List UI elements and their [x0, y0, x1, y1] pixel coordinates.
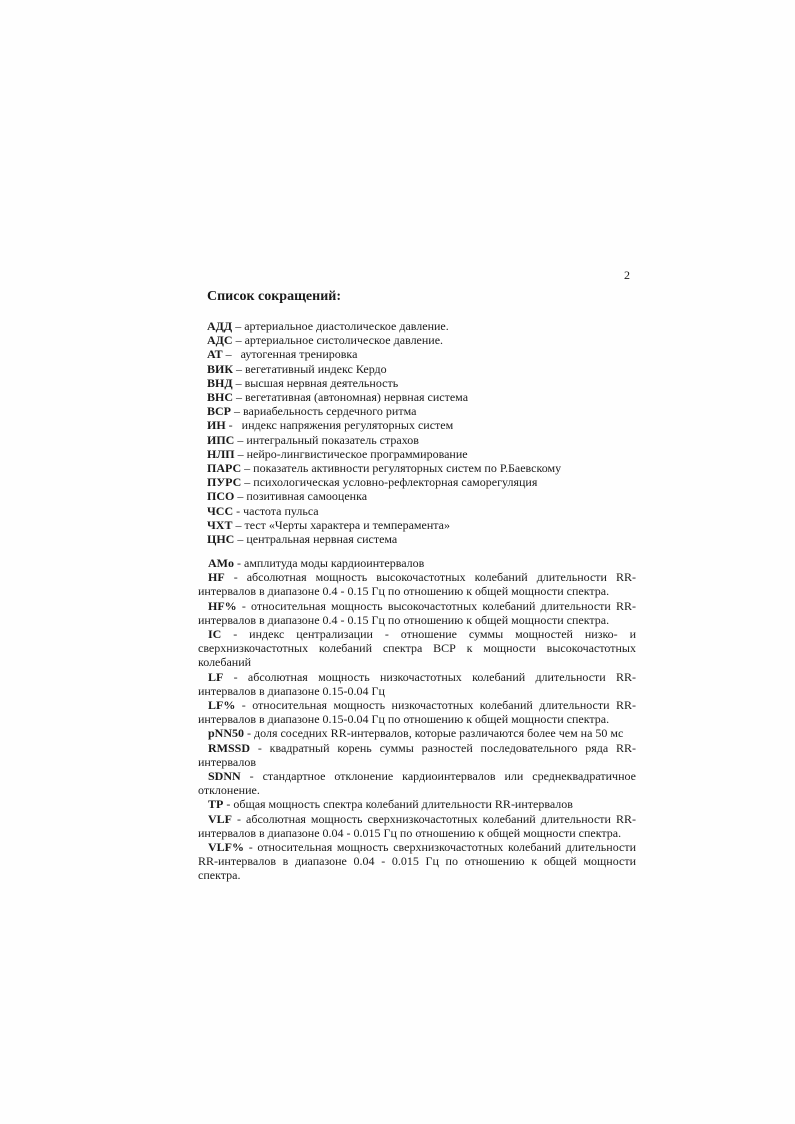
- abbreviation-separator: –: [234, 446, 247, 461]
- abbreviation-definition: показатель активности регуляторных систем по Р.Баевскому: [253, 461, 562, 476]
- definition-separator: -: [223, 797, 234, 812]
- abbreviation-item: [207, 376, 647, 390]
- definition-term: AMo: [208, 556, 234, 570]
- abbreviation-item: [207, 362, 647, 376]
- definition-text: индекс централизации - отношение суммы мощностей низко- и сверхнизкочастотных колебаний спектра ВСР к мощности высокочастотных колебаний: [198, 627, 637, 670]
- abbreviation-term: ПУРС: [207, 475, 242, 490]
- definition-text: относительная мощность высокочастотных колебаний длительности RR-интервалов в диапазоне 0.4 - 0.15 Гц по отношению к общей мощности спектра.: [198, 598, 636, 627]
- definition-term: LF: [208, 669, 224, 684]
- abbreviation-definition: центральная нервная система: [246, 532, 398, 547]
- abbreviation-separator: –: [231, 404, 243, 419]
- abbreviation-item: [207, 390, 647, 404]
- definition-term: VLF%: [208, 840, 244, 855]
- abbreviation-item: [207, 504, 647, 518]
- definition-item: [198, 840, 636, 883]
- definition-term: HF%: [208, 598, 237, 613]
- definition-text: амплитуда моды кардиоинтервалов: [244, 556, 425, 570]
- abbreviation-separator: –: [232, 333, 245, 348]
- definition-separator: -: [244, 840, 258, 855]
- definition-item: [198, 797, 636, 811]
- definition-term: HF: [208, 570, 225, 585]
- definition-separator: -: [234, 556, 244, 570]
- abbreviation-item: [207, 347, 647, 361]
- definition-term: TP: [208, 797, 224, 812]
- definition-text: доля соседних RR-интервалов, которые различаются более чем на 50 мс: [254, 726, 624, 741]
- abbreviation-item: [207, 461, 647, 475]
- abbreviation-definition: вегетативный индекс Кердо: [245, 361, 387, 376]
- abbreviation-term: ПСО: [207, 489, 235, 504]
- abbreviation-term: ЧСС: [207, 503, 234, 518]
- abbreviation-definition: тест «Черты характера и темперамента»: [244, 517, 450, 532]
- abbreviation-definition: артериальное диастолическое давление.: [244, 319, 449, 333]
- abbreviation-term: ВНС: [207, 390, 234, 405]
- abbreviation-term: ВСР: [207, 404, 231, 419]
- definition-text: квадратный корень суммы разностей последовательного ряда RR-интервалов: [198, 740, 636, 769]
- definition-term: VLF: [208, 811, 232, 826]
- abbreviation-item: [207, 475, 647, 489]
- definition-separator: -: [223, 669, 248, 684]
- page-title: Список сокращений:: [207, 289, 341, 304]
- definition-term: pNN50: [208, 726, 245, 741]
- abbreviation-item: [207, 489, 647, 503]
- definition-item: [198, 627, 636, 670]
- definition-text: абсолютная мощность сверхнизкочастотных колебаний длительности RR-интервалов в диапазоне 0.04 - 0.015 Гц по отношению к общей мощности спектра.: [198, 811, 636, 840]
- abbreviation-separator: -: [233, 503, 244, 518]
- abbreviation-definition: высшая нервная деятельность: [244, 375, 399, 390]
- abbreviation-separator: -: [225, 418, 242, 433]
- definition-separator: -: [221, 627, 250, 642]
- abbreviation-separator: –: [232, 375, 245, 390]
- definition-item: [198, 556, 636, 570]
- abbreviation-item: [207, 532, 647, 546]
- definition-term: LF%: [208, 698, 236, 713]
- definition-item: [198, 670, 636, 698]
- abbreviation-term: ЦНС: [207, 532, 235, 547]
- abbreviation-term: ВНД: [207, 375, 233, 390]
- abbreviation-separator: –: [233, 361, 246, 376]
- definition-separator: -: [240, 769, 263, 784]
- abbreviation-term: ВИК: [207, 361, 234, 376]
- definition-term: RMSSD: [208, 740, 251, 755]
- definition-item: [198, 698, 636, 726]
- abbreviation-term: ИН: [207, 418, 226, 433]
- abbreviation-item: [207, 433, 647, 447]
- definition-separator: -: [232, 811, 247, 826]
- abbreviation-term: АДС: [207, 333, 233, 348]
- definition-separator: -: [224, 570, 247, 585]
- definition-separator: -: [244, 726, 255, 741]
- abbreviation-term: НЛП: [207, 446, 235, 461]
- abbreviation-separator: –: [241, 475, 254, 490]
- abbreviation-definition: аутогенная тренировка: [240, 347, 358, 362]
- abbreviation-definition: вариабельность сердечного ритма: [243, 404, 417, 419]
- definition-text: абсолютная мощность низкочастотных колебаний длительности RR-интервалов в диапазоне 0.15-0.04 Гц: [198, 669, 636, 698]
- definition-list: [198, 556, 636, 883]
- abbreviation-term: АДД: [207, 319, 233, 333]
- abbreviation-definition: частота пульса: [243, 503, 319, 518]
- abbreviation-term: ПАРС: [207, 461, 242, 476]
- definition-text: абсолютная мощность высокочастотных колебаний длительности RR-интервалов в диапазоне 0.4 - 0.15 Гц по отношению к общей мощности спектра.: [198, 570, 636, 599]
- abbreviation-item: [207, 333, 647, 347]
- definition-item: [198, 570, 636, 598]
- abbreviation-definition: вегетативная (автономная) нервная система: [245, 390, 469, 405]
- definition-item: [198, 741, 636, 769]
- definition-text: стандартное отклонение кардиоинтервалов или среднеквадратичное отклонение.: [198, 769, 636, 798]
- abbreviation-definition: нейро-лингвистическое программирование: [246, 446, 468, 461]
- abbreviation-item: [207, 319, 647, 333]
- abbreviation-term: ЧХТ: [207, 517, 233, 532]
- definition-term: IC: [208, 627, 222, 642]
- abbreviation-separator: –: [222, 347, 241, 362]
- abbreviation-definition: психологическая условно-рефлекторная саморегуляция: [253, 475, 538, 490]
- definition-separator: -: [235, 698, 253, 713]
- definition-text: общая мощность спектра колебаний длительности RR-интервалов: [233, 797, 573, 812]
- abbreviation-separator: –: [234, 489, 247, 504]
- abbreviation-definition: индекс напряжения регуляторных систем: [241, 418, 454, 433]
- abbreviation-definition: позитивная самооценка: [246, 489, 368, 504]
- abbreviation-separator: –: [233, 390, 246, 405]
- abbreviation-separator: –: [234, 532, 247, 547]
- definition-term: SDNN: [208, 769, 241, 784]
- definition-item: [198, 726, 636, 740]
- abbreviation-separator: –: [232, 319, 245, 333]
- abbreviation-separator: –: [234, 432, 247, 447]
- definition-text: относительная мощность сверхнизкочастотных колебаний длительности RR-интервалов в диапазоне 0.04 - 0.015 Гц по отношению к общей мощности спектра.: [198, 840, 636, 883]
- abbreviation-separator: –: [232, 517, 245, 532]
- definition-item: [198, 769, 636, 797]
- abbreviation-separator: –: [241, 461, 254, 476]
- definition-separator: -: [250, 740, 270, 755]
- definition-item: [198, 599, 636, 627]
- abbreviation-item: [207, 404, 647, 418]
- definition-separator: -: [236, 598, 252, 613]
- abbreviation-item: [207, 518, 647, 532]
- abbreviation-item: [207, 447, 647, 461]
- definition-text: относительная мощность низкочастотных колебаний длительности RR-интервалов в диапазоне 0.15-0.04 Гц по отношению к общей мощности спектра.: [198, 698, 636, 727]
- page-number: 2: [624, 268, 630, 282]
- abbreviation-term: ИПС: [207, 432, 235, 447]
- abbreviation-item: [207, 418, 647, 432]
- abbreviation-term: АТ: [207, 347, 223, 362]
- definition-item: [198, 812, 636, 840]
- abbreviation-definition: артериальное систолическое давление.: [244, 333, 444, 348]
- abbreviation-list: [207, 319, 647, 546]
- abbreviation-definition: интегральный показатель страхов: [246, 432, 419, 447]
